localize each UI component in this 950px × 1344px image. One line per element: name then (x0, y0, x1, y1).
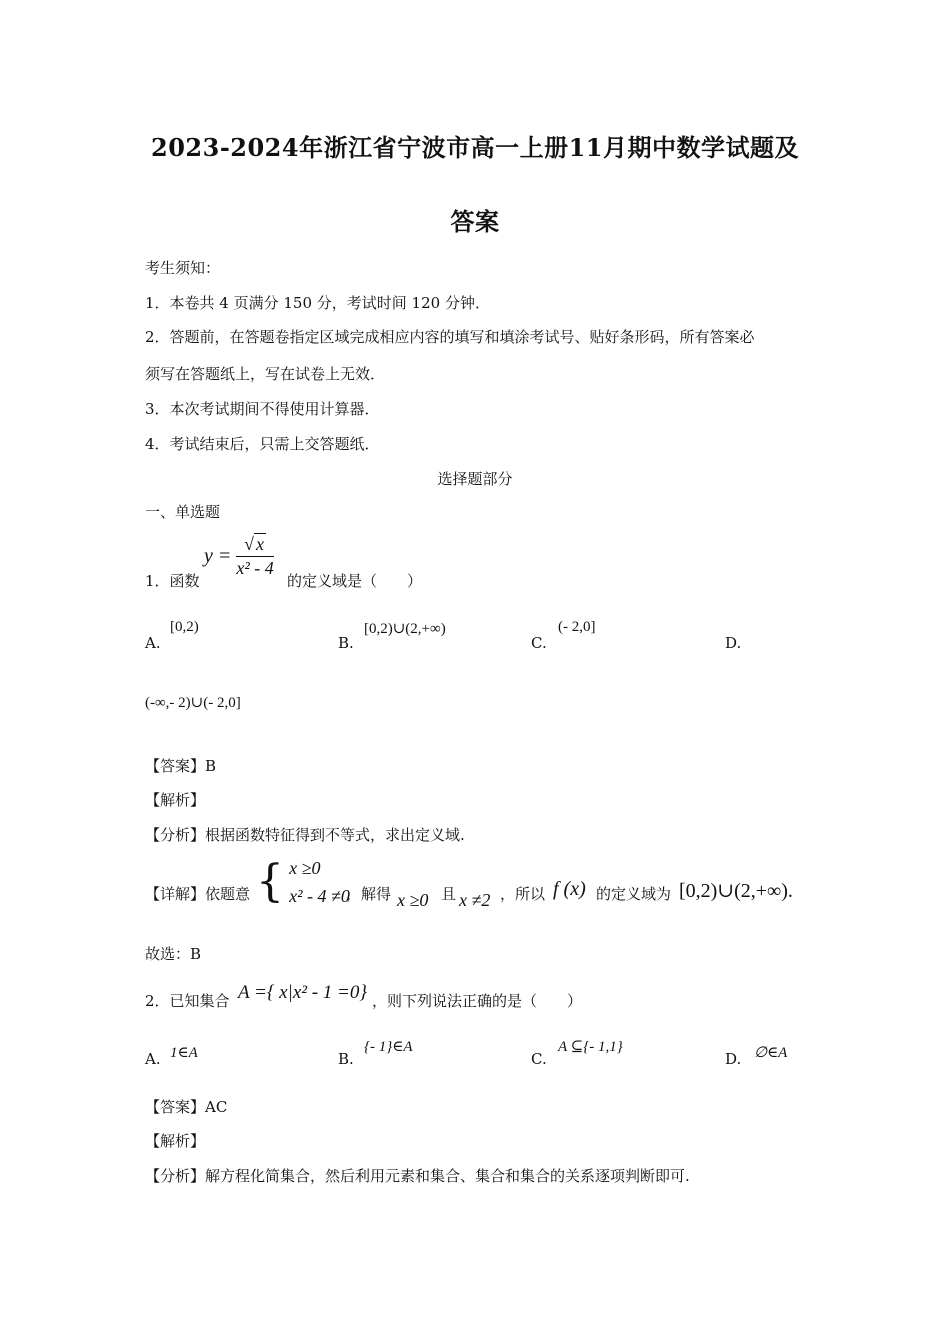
q1-detail-domain: [0,2)∪(2,+∞). (679, 880, 793, 902)
q1-suffix: 的定义域是（ ） (287, 572, 423, 590)
q1-option-c-label: C. (531, 634, 547, 652)
q2-option-b-label: B. (338, 1050, 354, 1068)
q1-detail-fx: f (x) (553, 878, 586, 900)
q1-detail-mid3: ，所以 (500, 885, 546, 903)
q1-option-d-value: (-∞,- 2)∪(- 2,0] (145, 695, 241, 711)
q1-prefix: 1．函数 (145, 572, 200, 590)
q1-option-b-label: B. (338, 634, 354, 652)
q1-choose: 故选：B (145, 945, 202, 963)
q1-answer: 【答案】B (145, 757, 217, 775)
notice-item-2: 2．答题前，在答题卷指定区域完成相应内容的填写和填涂考试号、贴好条形码，所有答案必 (145, 328, 755, 346)
q1-function-formula (204, 534, 274, 579)
q2-option-c-label: C. (531, 1050, 547, 1068)
q1-option-d-label: D. (725, 634, 742, 652)
q1-analysis-heading: 【解析】 (145, 791, 206, 809)
q1-option-a-value: [0,2) (170, 619, 199, 635)
q1-system-lines (289, 854, 350, 910)
q1-system-line1: x ≥0 (289, 858, 321, 878)
q2-option-d-value: ∅∈A (754, 1045, 788, 1061)
q1-analysis: 【分析】根据函数特征得到不等式，求出定义域. (145, 826, 465, 844)
notice-heading: 考生须知： (145, 259, 221, 277)
section-type: 一、单选题 (145, 503, 221, 521)
q1-fraction: $\frac{√ x}{\text{x² - 4}}$ (236, 534, 274, 578)
notice-item-1: 1．本卷共 4 页满分 150 分，考试时间 120 分钟． (145, 294, 490, 312)
q1-system-line2: x² - 4 ≠0 (289, 886, 350, 906)
q2-option-a-label: A. (145, 1050, 161, 1068)
q1-detail-mid4: 的定义域为 (596, 885, 672, 903)
q1-detail-mid2: 且 (441, 885, 457, 903)
q1-func-num: x (256, 534, 265, 554)
q2-option-c-value: A ⊆{- 1,1} (558, 1039, 623, 1055)
q1-inequality-system (256, 854, 350, 910)
notice-item-2-cont: 须写在答题纸上，写在试卷上无效． (145, 365, 386, 383)
q1-detail-cond1: x ≥0 (397, 890, 429, 910)
q2-analysis-heading: 【解析】 (145, 1132, 206, 1150)
doc-title-line1: 2023-2024年浙江省宁波市高一上册11月期中数学试题及 (151, 133, 799, 162)
notice-item-3: 3．本次考试期间不得使用计算器． (145, 400, 380, 418)
q2-option-a-value: 1∈A (170, 1045, 198, 1061)
q1-detail-cond2: x ≠2 (459, 890, 491, 910)
q1-func-lhs: y = (204, 545, 232, 567)
q1-option-c-value: (- 2,0] (558, 619, 596, 635)
q2-prefix: 2．已知集合 (145, 992, 230, 1010)
q1-option-a-label: A. (145, 634, 161, 652)
notice-item-4: 4．考试结束后，只需上交答题纸． (145, 435, 380, 453)
q2-answer: 【答案】AC (145, 1098, 228, 1116)
q1-func-den: x² - 4 (236, 558, 274, 578)
q1-option-b-value: [0,2)∪(2,+∞) (364, 621, 446, 637)
q2-option-d-label: D. (725, 1050, 742, 1068)
q2-suffix: ，则下列说法正确的是（ ） (372, 992, 583, 1010)
q1-detail-prefix: 【详解】依题意 (145, 885, 251, 903)
q2-analysis: 【分析】解方程化简集合，然后利用元素和集合、集合和集合的关系逐项判断即可. (145, 1167, 690, 1185)
q2-set-expr: A ={ x|x² - 1 =0} (238, 982, 367, 1003)
section-part: 选择题部分 (437, 470, 513, 488)
left-brace: { (256, 856, 284, 907)
q1-detail-mid1: ，解得 (346, 885, 392, 903)
q2-option-b-value: {- 1}∈A (364, 1039, 413, 1055)
doc-title-line2: 答案 (450, 207, 500, 236)
